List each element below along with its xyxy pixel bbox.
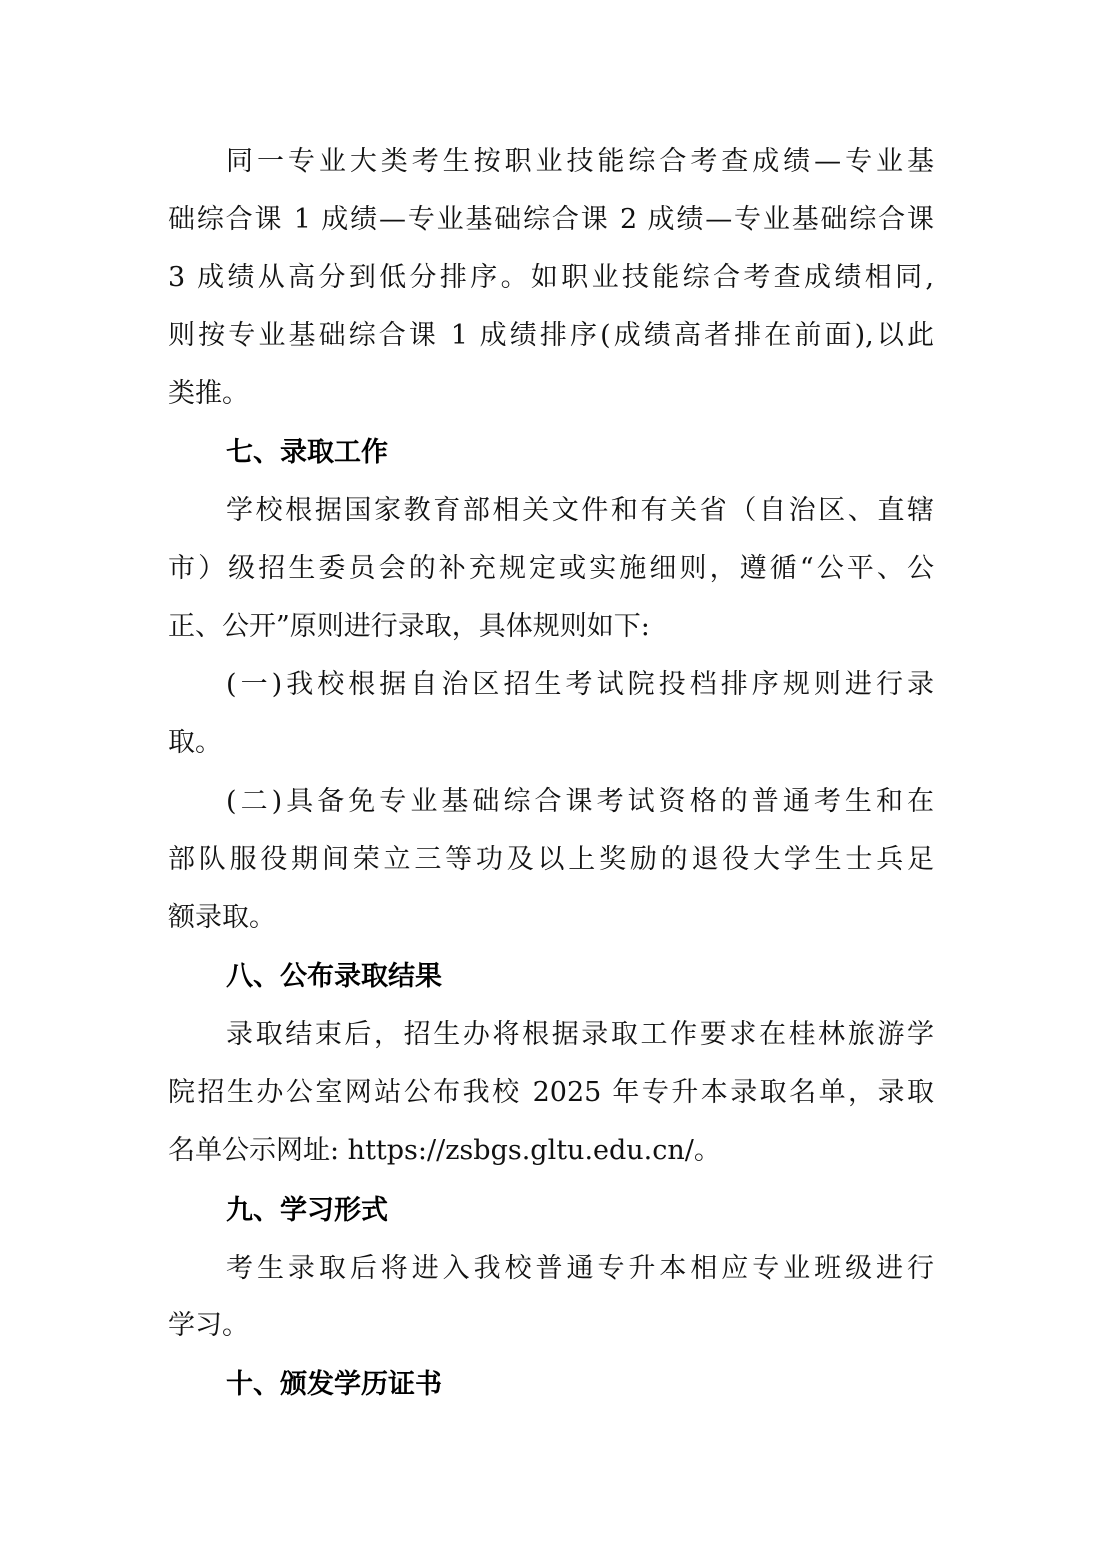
section-8-line-2: 院招生办公室网站公布我校 2025 年专升本录取名单，录取 [168,1077,934,1108]
section-8-line-1: 录取结束后，招生办将根据录取工作要求在桂林旅游学 [226,1019,934,1050]
section-10-heading: 十、颁发学历证书 [226,1369,442,1400]
section-7-item-1-line-2: 取。 [168,727,222,758]
ranking-paragraph-line-5: 类推。 [168,378,249,409]
ranking-paragraph-line-4: 则按专业基础综合课 1 成绩排序(成绩高者排在前面),以此 [168,320,934,351]
section-7-intro-line-2: 市）级招生委员会的补充规定或实施细则，遵循“公平、公 [168,553,934,584]
section-7-item-2-line-3: 额录取。 [168,902,276,933]
section-7-heading: 七、录取工作 [226,437,388,468]
section-8-heading: 八、公布录取结果 [226,961,442,992]
section-9-line-1: 考生录取后将进入我校普通专升本相应专业班级进行 [226,1253,934,1284]
section-7-item-2-line-1: (二)具备免专业基础综合课考试资格的普通考生和在 [226,786,934,817]
ranking-paragraph-line-3: 3 成绩从高分到低分排序。如职业技能综合考查成绩相同, [168,262,934,293]
ranking-paragraph-line-1: 同一专业大类考生按职业技能综合考查成绩—专业基 [226,146,934,177]
section-8-line-3-url: 名单公示网址: https://zsbgs.gltu.edu.cn/。 [168,1135,721,1166]
section-9-line-2: 学习。 [168,1310,249,1341]
section-9-heading: 九、学习形式 [226,1195,388,1226]
section-7-intro-line-1: 学校根据国家教育部相关文件和有关省（自治区、直辖 [226,495,934,526]
section-7-intro-line-3: 正、公开”原则进行录取，具体规则如下: [168,611,650,642]
section-7-item-1-line-1: (一)我校根据自治区招生考试院投档排序规则进行录 [226,669,934,700]
ranking-paragraph-line-2: 础综合课 1 成绩—专业基础综合课 2 成绩—专业基础综合课 [168,204,934,235]
section-7-item-2-line-2: 部队服役期间荣立三等功及以上奖励的退役大学生士兵足 [168,844,934,875]
